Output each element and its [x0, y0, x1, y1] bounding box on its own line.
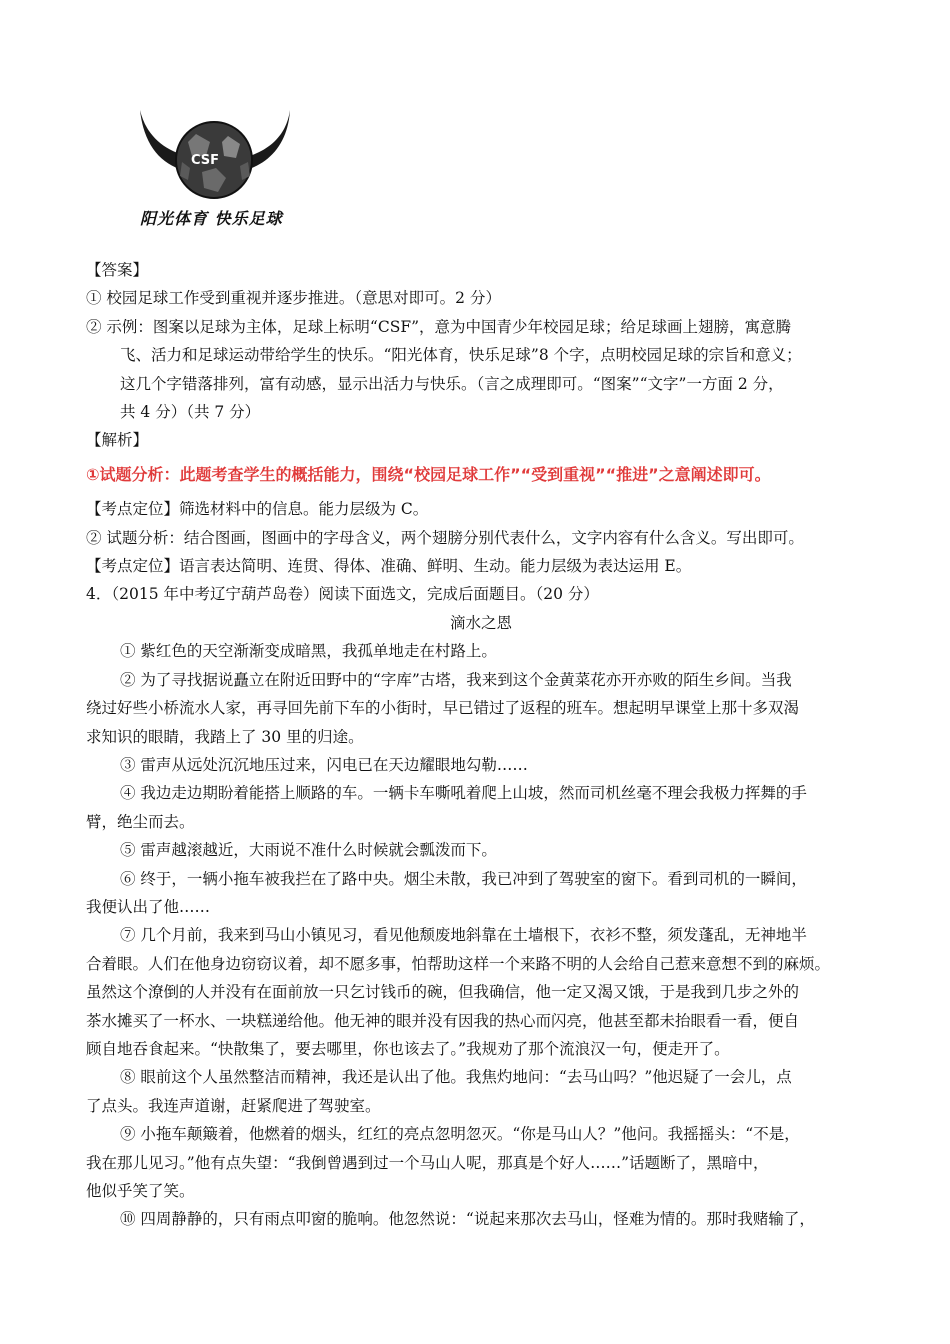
csf-logo: [136, 106, 296, 236]
passage-line: ⑦ 几个月前，我来到马山小镇见习，看见他颓废地斜靠在土墙根下，衣衫不整，须发蓬乱，无神地半: [120, 926, 807, 945]
passage-line: ⑥ 终于，一辆小拖车被我拦在了路中央。烟尘未散，我已冲到了驾驶室的窗下。看到司机的一瞬间，: [120, 869, 807, 888]
passage-line: 顾自地吞食起来。“快散集了，要去哪里，你也该去了。”我规劝了那个流浪汉一句，便走开了。: [86, 1039, 730, 1058]
passage-line: 茶水摊买了一杯水、一块糕递给他。他无神的眼并没有因我的热心而闪亮，他甚至都未抬眼看一看，便自: [86, 1011, 800, 1030]
passage-line: ③ 雷声从远处沉沉地压过来，闪电已在天边耀眼地勾勒……: [120, 755, 528, 774]
passage-line: ⑧ 眼前这个人虽然整洁而精神，我还是认出了他。我焦灼地问：“去马山吗？”他迟疑了一会儿，点: [120, 1068, 792, 1087]
passage-line: 虽然这个潦倒的人并没有在面前放一只乞讨钱币的碗，但我确信，他一定又渴又饿，于是我到几步之外的: [86, 983, 800, 1002]
analysis-line: 【考点定位】语言表达简明、连贯、得体、准确、鲜明、生动。能力层级为表达运用 E。: [86, 557, 692, 576]
logo-caption: 阳光体育 快乐足球: [140, 209, 283, 228]
passage-line: ④ 我边走边期盼着能搭上顺路的车。一辆卡车嘶吼着爬上山坡，然而司机丝毫不理会我极力挥舞的手: [120, 784, 807, 803]
passage-title: 滴水之恩: [449, 613, 512, 632]
passage-line: 我便认出了他……: [86, 897, 211, 916]
passage-line: 合着眼。人们在他身边窃窃议着，却不愿多事，怕帮助这样一个来路不明的人会给自己惹来意想不到的麻烦。: [86, 954, 831, 973]
analysis-highlight: ①试题分析：此题考查学生的概括能力，围绕“校园足球工作”“受到重视”“推进”之意阐述即可。: [86, 464, 771, 484]
passage-line: 我在那儿见习。”他有点失望：“我倒曾遇到过一个马山人呢，那真是个好人……”话题断了，黑暗中，: [86, 1153, 769, 1172]
logo-badge-text: CSF: [191, 153, 220, 168]
passage-line: ⑨ 小拖车颠簸着，他燃着的烟头，红红的亮点忽明忽灭。“你是马山人？”他问。我摇摇头：“不是，: [120, 1125, 800, 1144]
passage-line: ⑩ 四周静静的，只有雨点叩窗的脆响。他忽然说：“说起来那次去马山，怪难为情的。那时我赌输了，: [120, 1210, 815, 1229]
passage: [86, 637, 876, 1234]
answer-item-2-line: ② 示例：图案以足球为主体，足球上标明“CSF”，意为中国青少年校园足球；给足球画上翅膀，寓意腾: [86, 317, 792, 336]
passage-line: 求知识的眼睛，我踏上了 30 里的归途。: [86, 727, 364, 746]
passage-line: ⑤ 雷声越滚越近，大雨说不准什么时候就会瓢泼而下。: [120, 841, 497, 860]
passage-line: 绕过好些小桥流水人家，再寻回先前下车的小街时，早已错过了返程的班车。想起明早课堂上那十多双渴: [86, 699, 800, 718]
passage-line: 了点头。我连声道谢，赶紧爬进了驾驶室。: [86, 1096, 381, 1115]
answer-item-2-line: 飞、活力和足球运动带给学生的快乐。“阳光体育，快乐足球”8 个字，点明校园足球的宗旨和意义；: [120, 346, 802, 365]
passage-line: ① 紫红色的天空渐渐变成暗黑，我孤单地走在村路上。: [120, 642, 497, 661]
passage-line: 臂，绝尘而去。: [86, 812, 195, 831]
answer-item-1: ① 校园足球工作受到重视并逐步推进。（意思对即可。2 分）: [86, 289, 501, 308]
answer-header: 【答案】: [86, 261, 149, 279]
answer-item-2-line: 共 4 分）（共 7 分）: [120, 403, 261, 422]
answer-item-2-line: 这几个字错落排列，富有动感，显示出活力与快乐。（言之成理即可。“图案”“文字”一方面 2 分，: [120, 374, 784, 393]
winged-football-icon: [136, 106, 296, 206]
question-prompt: 4．（2015 年中考辽宁葫芦岛卷）阅读下面选文，完成后面题目。（20 分）: [86, 585, 599, 604]
analysis-header: 【解析】: [86, 431, 149, 450]
passage-line: 他似乎笑了笑。: [86, 1182, 195, 1200]
passage-line: ② 为了寻找据说矗立在附近田野中的“字库”古塔，我来到这个金黄菜花亦开亦败的陌生乡间。当我: [120, 670, 792, 689]
analysis-line: 【考点定位】筛选材料中的信息。能力层级为 C。: [86, 500, 429, 519]
analysis-line: ② 试题分析：结合图画，图画中的字母含义，两个翅膀分别代表什么，文字内容有什么含义。写出即可。: [86, 528, 804, 547]
body-text: [86, 256, 876, 1234]
